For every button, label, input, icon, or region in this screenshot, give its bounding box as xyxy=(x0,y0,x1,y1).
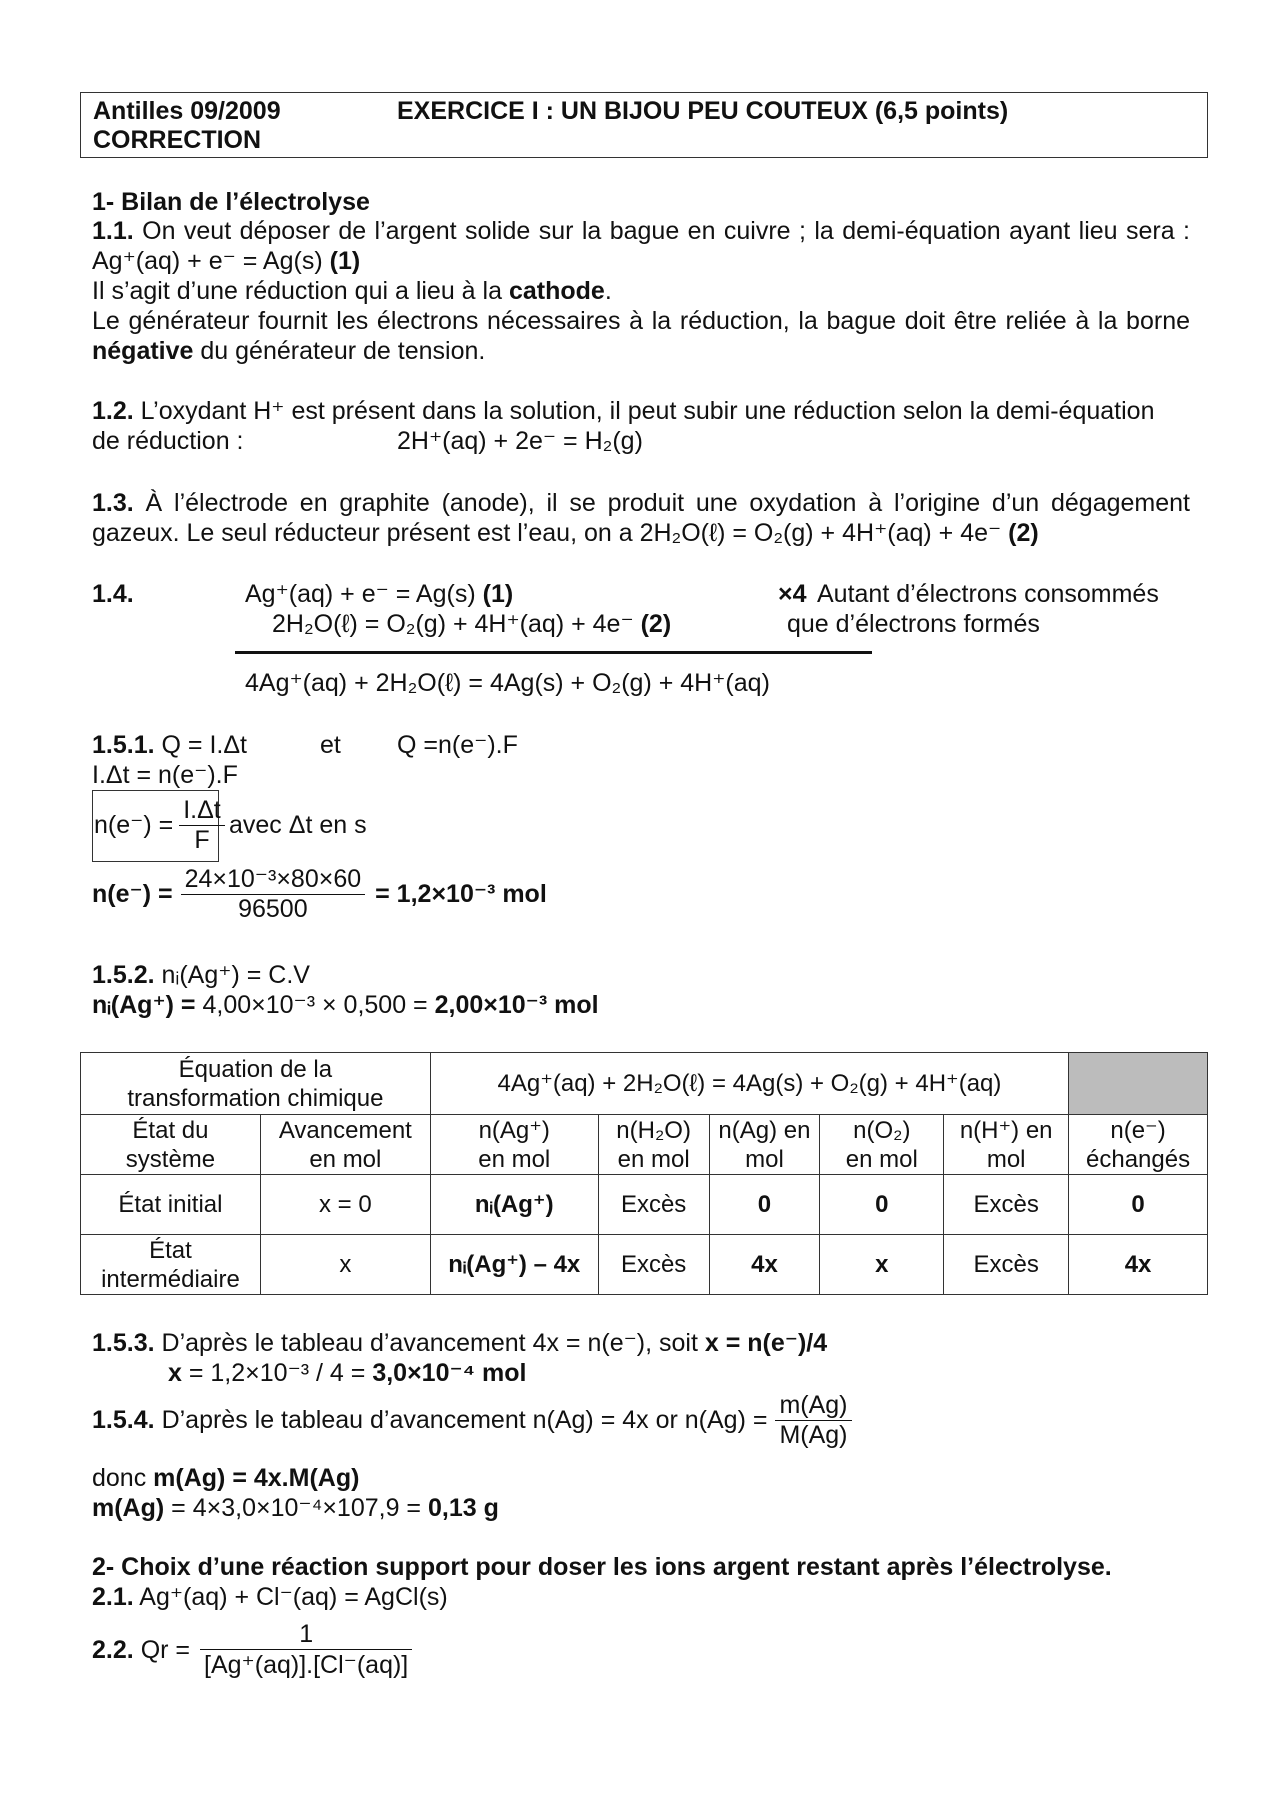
table-equation-label: Équation de la transformation chimique xyxy=(81,1053,431,1115)
table-equation-row xyxy=(81,1053,1208,1115)
q154-number: 1.5.4. xyxy=(92,1405,155,1434)
section-2-heading: 2- Choix d’une réaction support pour doser les ions argent restant après l’électrolyse. xyxy=(92,1553,1112,1581)
table-cell: 4x xyxy=(1069,1235,1208,1295)
table-header: n(Ag) en mol xyxy=(709,1115,820,1175)
advancement-table xyxy=(80,1052,1208,1295)
q11-equation: Ag⁺(aq) + e⁻ = Ag(s) xyxy=(92,247,323,275)
qr-fraction: $\frac{1}{[Ag^+(aq)].[Cl^-(aq)]}$ xyxy=(200,1620,412,1680)
q151-et: et xyxy=(320,731,341,759)
table-shaded-cell xyxy=(1069,1053,1208,1115)
q151-line1: 1.5.1. Q = I.Δt xyxy=(92,731,247,759)
q152-number: 1.5.2. xyxy=(92,961,155,989)
q13-number: 1.3. xyxy=(92,489,134,517)
q13-equation: 2H₂O(ℓ) = O₂(g) + 4H⁺(aq) + 4e⁻ xyxy=(639,519,1002,547)
header-source: Antilles 09/2009 xyxy=(93,97,281,125)
table-header: État du système xyxy=(81,1115,261,1175)
negative-term: négative xyxy=(92,337,194,365)
q14-eq1: Ag⁺(aq) + e⁻ = Ag(s) (1) xyxy=(245,580,514,608)
q13-paragraph: 1.3. À l’électrode en graphite (anode), il se produit une oxydation à l’origine d’un dégagement gazeux. Le seul réducteur présent est l’eau, on a 2H₂O(ℓ) = O₂(g) + 4H⁺(aq) + 4e⁻ (2) xyxy=(92,489,1191,547)
q14-note2: que d’électrons formés xyxy=(787,610,1040,638)
q151-number: 1.5.1. xyxy=(92,731,155,759)
header-title: EXERCICE I : UN BIJOU PEU COUTEUX (6,5 points) xyxy=(397,97,1009,125)
q11-line2: Il s’agit d’une réduction qui a lieu à la cathode. xyxy=(92,277,612,305)
table-header-row xyxy=(81,1115,1208,1175)
table-header: n(Ag⁺) en mol xyxy=(430,1115,598,1175)
table-cell: x xyxy=(260,1235,430,1295)
table-cell: nᵢ(Ag⁺) – 4x xyxy=(430,1235,598,1295)
q153-line2: x = 1,2×10⁻³ / 4 = 3,0×10⁻⁴ mol xyxy=(168,1359,527,1387)
q22-number: 2.2. xyxy=(92,1635,134,1664)
q22-line: 2.2. Qr = $\frac{1}{[Ag^+(aq)].[Cl^-(aq)]}$ xyxy=(92,1610,412,1690)
q151-c: I.Δt = n(e⁻).F xyxy=(92,761,238,789)
q153-line1: 1.5.3. D’après le tableau d’avancement 4x = n(e⁻), soit x = n(e⁻)/4 xyxy=(92,1329,828,1357)
table-cell: État intermédiaire xyxy=(81,1235,261,1295)
q11-line1: On veut déposer de l’argent solide sur la bague en cuivre ; la demi-équation ayant lieu sera : xyxy=(142,217,1190,245)
calc-fraction: $\frac{\text{24×10⁻³×80×60}}{96500}$ xyxy=(181,864,366,924)
q14-sum-line xyxy=(235,651,872,654)
q21-line: 2.1. Ag⁺(aq) + Cl⁻(aq) = AgCl(s) xyxy=(92,1583,448,1611)
q11-number: 1.1. xyxy=(92,217,134,245)
q154-line3: m(Ag) = 4×3,0×10⁻⁴×107,9 = 0,13 g xyxy=(92,1494,499,1522)
q151-box-formula: n(e⁻) = $\frac{I.\Delta t}{F}$ xyxy=(94,792,225,858)
mass-fraction: $\frac{m(Ag)}{M(Ag)}$ xyxy=(775,1391,851,1450)
q12-equation: 2H⁺(aq) + 2e⁻ = H₂(g) xyxy=(397,427,643,455)
q152-line1: 1.5.2. nᵢ(Ag⁺) = C.V xyxy=(92,961,310,989)
table-header: n(H⁺) en mol xyxy=(944,1115,1069,1175)
table-row-intermediate xyxy=(81,1235,1208,1295)
header-correction: CORRECTION xyxy=(93,126,262,154)
calc-result: = 1,2×10⁻³ mol xyxy=(375,880,547,908)
ne-fraction: $\frac{I.\Delta t}{F}$ xyxy=(179,796,225,855)
q154-line1: 1.5.4. D’après le tableau d’avancement n(Ag) = 4x or n(Ag) = $\frac{m(Ag)}{M(Ag)}$ xyxy=(92,1384,852,1456)
table-cell: Excès xyxy=(944,1175,1069,1235)
q21-number: 2.1. xyxy=(92,1583,134,1611)
q153-number: 1.5.3. xyxy=(92,1329,155,1357)
table-cell: Excès xyxy=(598,1175,709,1235)
table-header: n(O₂) en mol xyxy=(820,1115,944,1175)
table-cell: 4x xyxy=(709,1235,820,1295)
table-cell: 0 xyxy=(820,1175,944,1235)
table-header: n(e⁻) échangés xyxy=(1069,1115,1208,1175)
q152-line2: nᵢ(Ag⁺) = 4,00×10⁻³ × 0,500 = 2,00×10⁻³ mol xyxy=(92,991,599,1019)
section-1-heading: 1- Bilan de l’électrolyse xyxy=(92,188,370,216)
table-cell: Excès xyxy=(944,1235,1069,1295)
table-cell: x = 0 xyxy=(260,1175,430,1235)
table-cell: nᵢ(Ag⁺) xyxy=(430,1175,598,1235)
table-equation: 4Ag⁺(aq) + 2H₂O(ℓ) = 4Ag(s) + O₂(g) + 4H⁺(aq) xyxy=(430,1053,1068,1115)
cathode-term: cathode xyxy=(508,277,605,305)
q151-calc: n(e⁻) = $\frac{\text{24×10⁻³×80×60}}{96500}$ = 1,2×10⁻³ mol xyxy=(92,865,547,923)
table-cell: 0 xyxy=(1069,1175,1208,1235)
q151-box-note: avec Δt en s xyxy=(229,811,367,839)
table-cell: x xyxy=(820,1235,944,1295)
q12-line2: de réduction : xyxy=(92,427,244,455)
q11-equation-tag: (1) xyxy=(329,247,361,275)
table-cell: Excès xyxy=(598,1235,709,1295)
q11-paragraph xyxy=(92,216,1190,276)
q12-line1: 1.2. L’oxydant H⁺ est présent dans la solution, il peut subir une réduction selon la demi-équation xyxy=(92,397,1155,425)
table-cell: 0 xyxy=(709,1175,820,1235)
table-cell: État initial xyxy=(81,1175,261,1235)
q151-b: Q =n(e⁻).F xyxy=(397,731,518,759)
table-header: n(H₂O) en mol xyxy=(598,1115,709,1175)
table-row-initial xyxy=(81,1175,1208,1235)
table-header: Avancement en mol xyxy=(260,1115,430,1175)
q14-mult: ×4 xyxy=(778,580,807,608)
q14-global-equation: 4Ag⁺(aq) + 2H₂O(ℓ) = 4Ag(s) + O₂(g) + 4H⁺(aq) xyxy=(245,669,770,697)
q12-number: 1.2. xyxy=(92,397,134,425)
q154-line2: donc m(Ag) = 4x.M(Ag) xyxy=(92,1464,360,1492)
q14-number: 1.4. xyxy=(92,580,134,608)
q11-line3: Le générateur fournit les électrons nécessaires à la réduction, la bague doit être reliée à la borne négative du générateur de tension. xyxy=(92,307,1190,365)
q14-note1: Autant d’électrons consommés xyxy=(817,580,1159,608)
q14-eq2: 2H₂O(ℓ) = O₂(g) + 4H⁺(aq) + 4e⁻ (2) xyxy=(272,610,672,638)
